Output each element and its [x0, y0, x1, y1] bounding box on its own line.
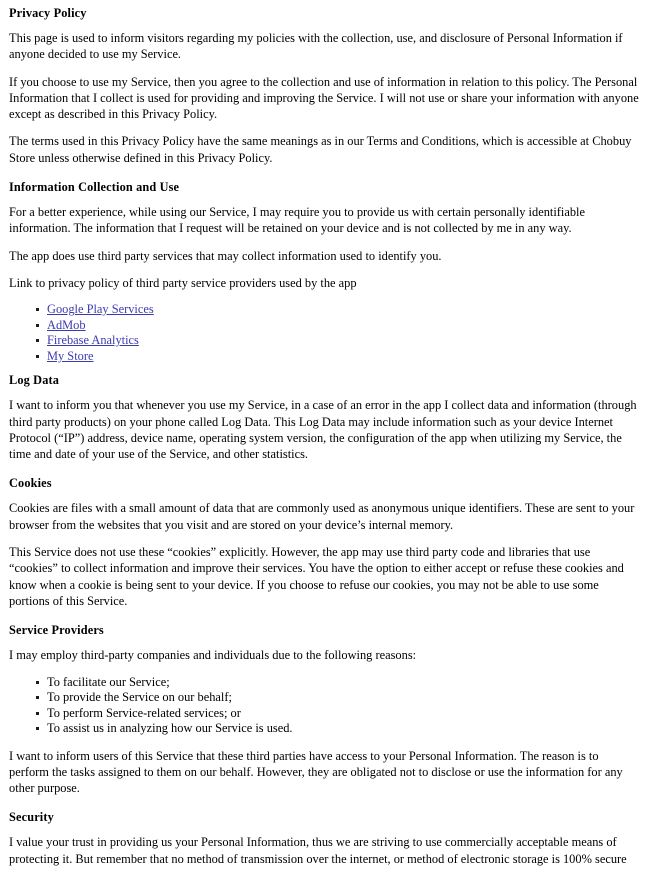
intro-paragraph-2: If you choose to use my Service, then you agree to the collection and use of information in relation to this policy. The Personal Information that I collect is used for providing and improving the Service. I will not use or share your information with anyone except as described in this Privacy Policy. [9, 74, 639, 122]
intro-paragraph-3: The terms used in this Privacy Policy have the same meanings as in our Terms and Conditions, which is accessible at Chobuy Store unless otherwise defined in this Privacy Policy. [9, 134, 632, 165]
list-item [36, 302, 641, 318]
heading-security: Security [9, 810, 54, 825]
list-item [36, 318, 641, 334]
heading-service-providers: Service Providers [9, 623, 104, 638]
service-providers-paragraph-1: I may employ third-party companies and individuals due to the following reasons: [9, 648, 417, 663]
cookies-paragraph-2: This Service does not use these “cookies” explicitly. However, the app may use third party code and libraries that use “cookies” to collect information and improve their services. You have the option to either accept or refuse these cookies and know when a cookie is being sent to your device. If you choose to refuse our cookies, you may not be able to use some portions of this Service. [9, 545, 624, 608]
link-firebase-analytics[interactable]: Firebase Analytics [47, 333, 139, 348]
link-my-store[interactable]: My Store [47, 348, 94, 363]
list-item: To provide the Service on our behalf; [36, 690, 641, 706]
list-item: To perform Service-related services; or [36, 706, 641, 722]
list-item: To assist us in analyzing how our Service is used. [36, 721, 641, 737]
service-provider-reasons-list [9, 675, 641, 737]
cookies-paragraph-1: Cookies are files with a small amount of data that are commonly used as anonymous unique identifiers. These are sent to your browser from the websites that you visit and are stored on your device’s internal memory. [9, 501, 635, 532]
heading-log-data: Log Data [9, 373, 60, 388]
third-party-provider-link-list [9, 302, 641, 364]
list-item: To facilitate our Service; [36, 675, 641, 691]
service-providers-paragraph-2: I want to inform users of this Service that these third parties have access to your Personal Information. The reason is to perform the tasks assigned to them on our behalf. However, they are obligated not to disclose or use the information for any other purpose. [9, 748, 623, 796]
information-collection-paragraph-3: Link to privacy policy of third party service providers used by the app [9, 275, 357, 290]
heading-cookies: Cookies [9, 476, 52, 491]
intro-paragraph-1: This page is used to inform visitors regarding my policies with the collection, use, and disclosure of Personal Information if anyone decided to use my Service. [9, 31, 623, 62]
information-collection-paragraph-2: The app does use third party services that may collect information used to identify you. [9, 248, 442, 263]
security-paragraph-1: I value your trust in providing us your Personal Information, thus we are striving to use commercially acceptable means of protecting it. But remember that no method of transmission over the internet, or method of electronic storage is 100% secure [9, 835, 627, 866]
list-item [36, 333, 641, 349]
information-collection-paragraph-1: For a better experience, while using our Service, I may require you to provide us with certain personally identifiable information. The information that I request will be retained on your device and is not collected by me in any way. [9, 205, 585, 236]
page-title: Privacy Policy [9, 6, 87, 20]
heading-information-collection-and-use: Information Collection and Use [9, 180, 180, 195]
link-google-play-services[interactable]: Google Play Services [47, 302, 154, 317]
list-item [36, 349, 641, 365]
link-admob[interactable]: AdMob [47, 317, 86, 332]
log-data-paragraph-1: I want to inform you that whenever you use my Service, in a case of an error in the app I collect data and information (through third party products) on your phone called Log Data. This Log Data may include information such as your device Internet Protocol (“IP”) address, device name, operating system version, the configuration of the app when utilizing my Service, the time and date of your use of the Service, and other statistics. [9, 398, 637, 462]
